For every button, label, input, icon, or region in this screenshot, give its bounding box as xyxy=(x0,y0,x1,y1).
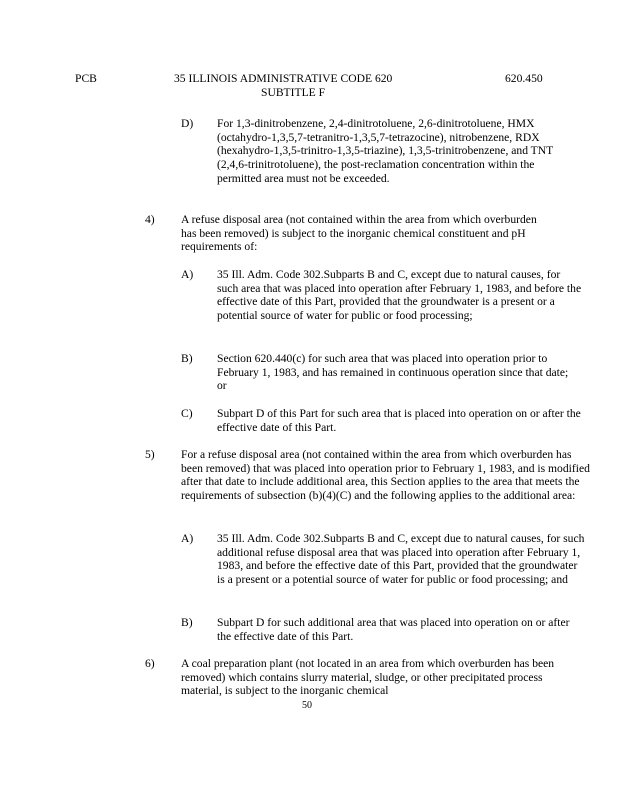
paragraph-5-label: 5) xyxy=(145,448,155,461)
item-d-text: For 1,3-dinitrobenzene, 2,4-dinitrotoluene, 2,6-dinitrotoluene, HMX (octahydro-1,3,5,7-tetranitro-1,3,5,7-tetrazocine), nitrobenzene, RDX (hexahydro-1,3,5-trinitro-1,3,5-triazine), 1,3,5-trinitrobenzene, and TNT (2,4,6-trinitrotoluene), the post-reclamation concentration within the permitted area must not be exceeded. xyxy=(217,117,554,185)
paragraph-4c-label: C) xyxy=(181,407,193,420)
paragraph-4b-label: B) xyxy=(181,352,193,365)
page-number: 50 xyxy=(302,700,312,711)
header-section-number: 620.450 xyxy=(505,72,543,85)
paragraph-4a-text: 35 Ill. Adm. Code 302.Subparts B and C, except due to natural causes, for such area that was placed into operation after February 1, 1983, and before the effective date of this Part, provided that the groundwater is a present or a potential source of water for public or food processing; xyxy=(217,268,582,323)
header-subtitle: SUBTITLE F xyxy=(261,86,326,99)
paragraph-5a-text: 35 Ill. Adm. Code 302.Subparts B and C, except due to natural causes, for such additional refuse disposal area that was placed into operation after February 1, 1983, and before the effective date of this Part, provided that the groundwater is a present or a potential source of water for public or food processing; and xyxy=(217,532,585,587)
paragraph-5b-label: B) xyxy=(181,616,193,629)
paragraph-5-text: For a refuse disposal area (not contained within the area from which overburden has been removed) that was placed into operation prior to February 1, 1983, and is modified after that date to include additional area, this Section applies to the area that meets the requirements of subsection (b)(4)(C) and the following applies to the additional area: xyxy=(181,448,590,503)
paragraph-4c-text: Subpart D of this Part for such area that is placed into operation on or after the effective date of this Part. xyxy=(217,407,581,434)
paragraph-6-label: 6) xyxy=(145,657,155,670)
paragraph-4a-label: A) xyxy=(181,268,194,281)
paragraph-4-text: A refuse disposal area (not contained within the area from which overburden has been removed) is subject to the inorganic chemical constituent and pH requirements of: xyxy=(181,213,537,254)
paragraph-5b-text: Subpart D for such additional area that was placed into operation on or after the effective date of this Part. xyxy=(217,616,570,643)
paragraph-6-text: A coal preparation plant (not located in an area from which overburden has been removed) which contains slurry material, sludge, or other precipitated process material, is subject to the inorganic chemical xyxy=(181,657,555,698)
header-title: 35 ILLINOIS ADMINISTRATIVE CODE 620 xyxy=(174,72,393,85)
paragraph-4b-text: Section 620.440(c) for such area that was placed into operation prior to February 1, 1983, and has remained in continuous operation since that date; or xyxy=(217,352,569,393)
paragraph-5a-label: A) xyxy=(181,532,194,545)
header-left: PCB xyxy=(75,72,97,85)
paragraph-4-label: 4) xyxy=(145,213,155,226)
item-d-label: D) xyxy=(181,117,194,130)
